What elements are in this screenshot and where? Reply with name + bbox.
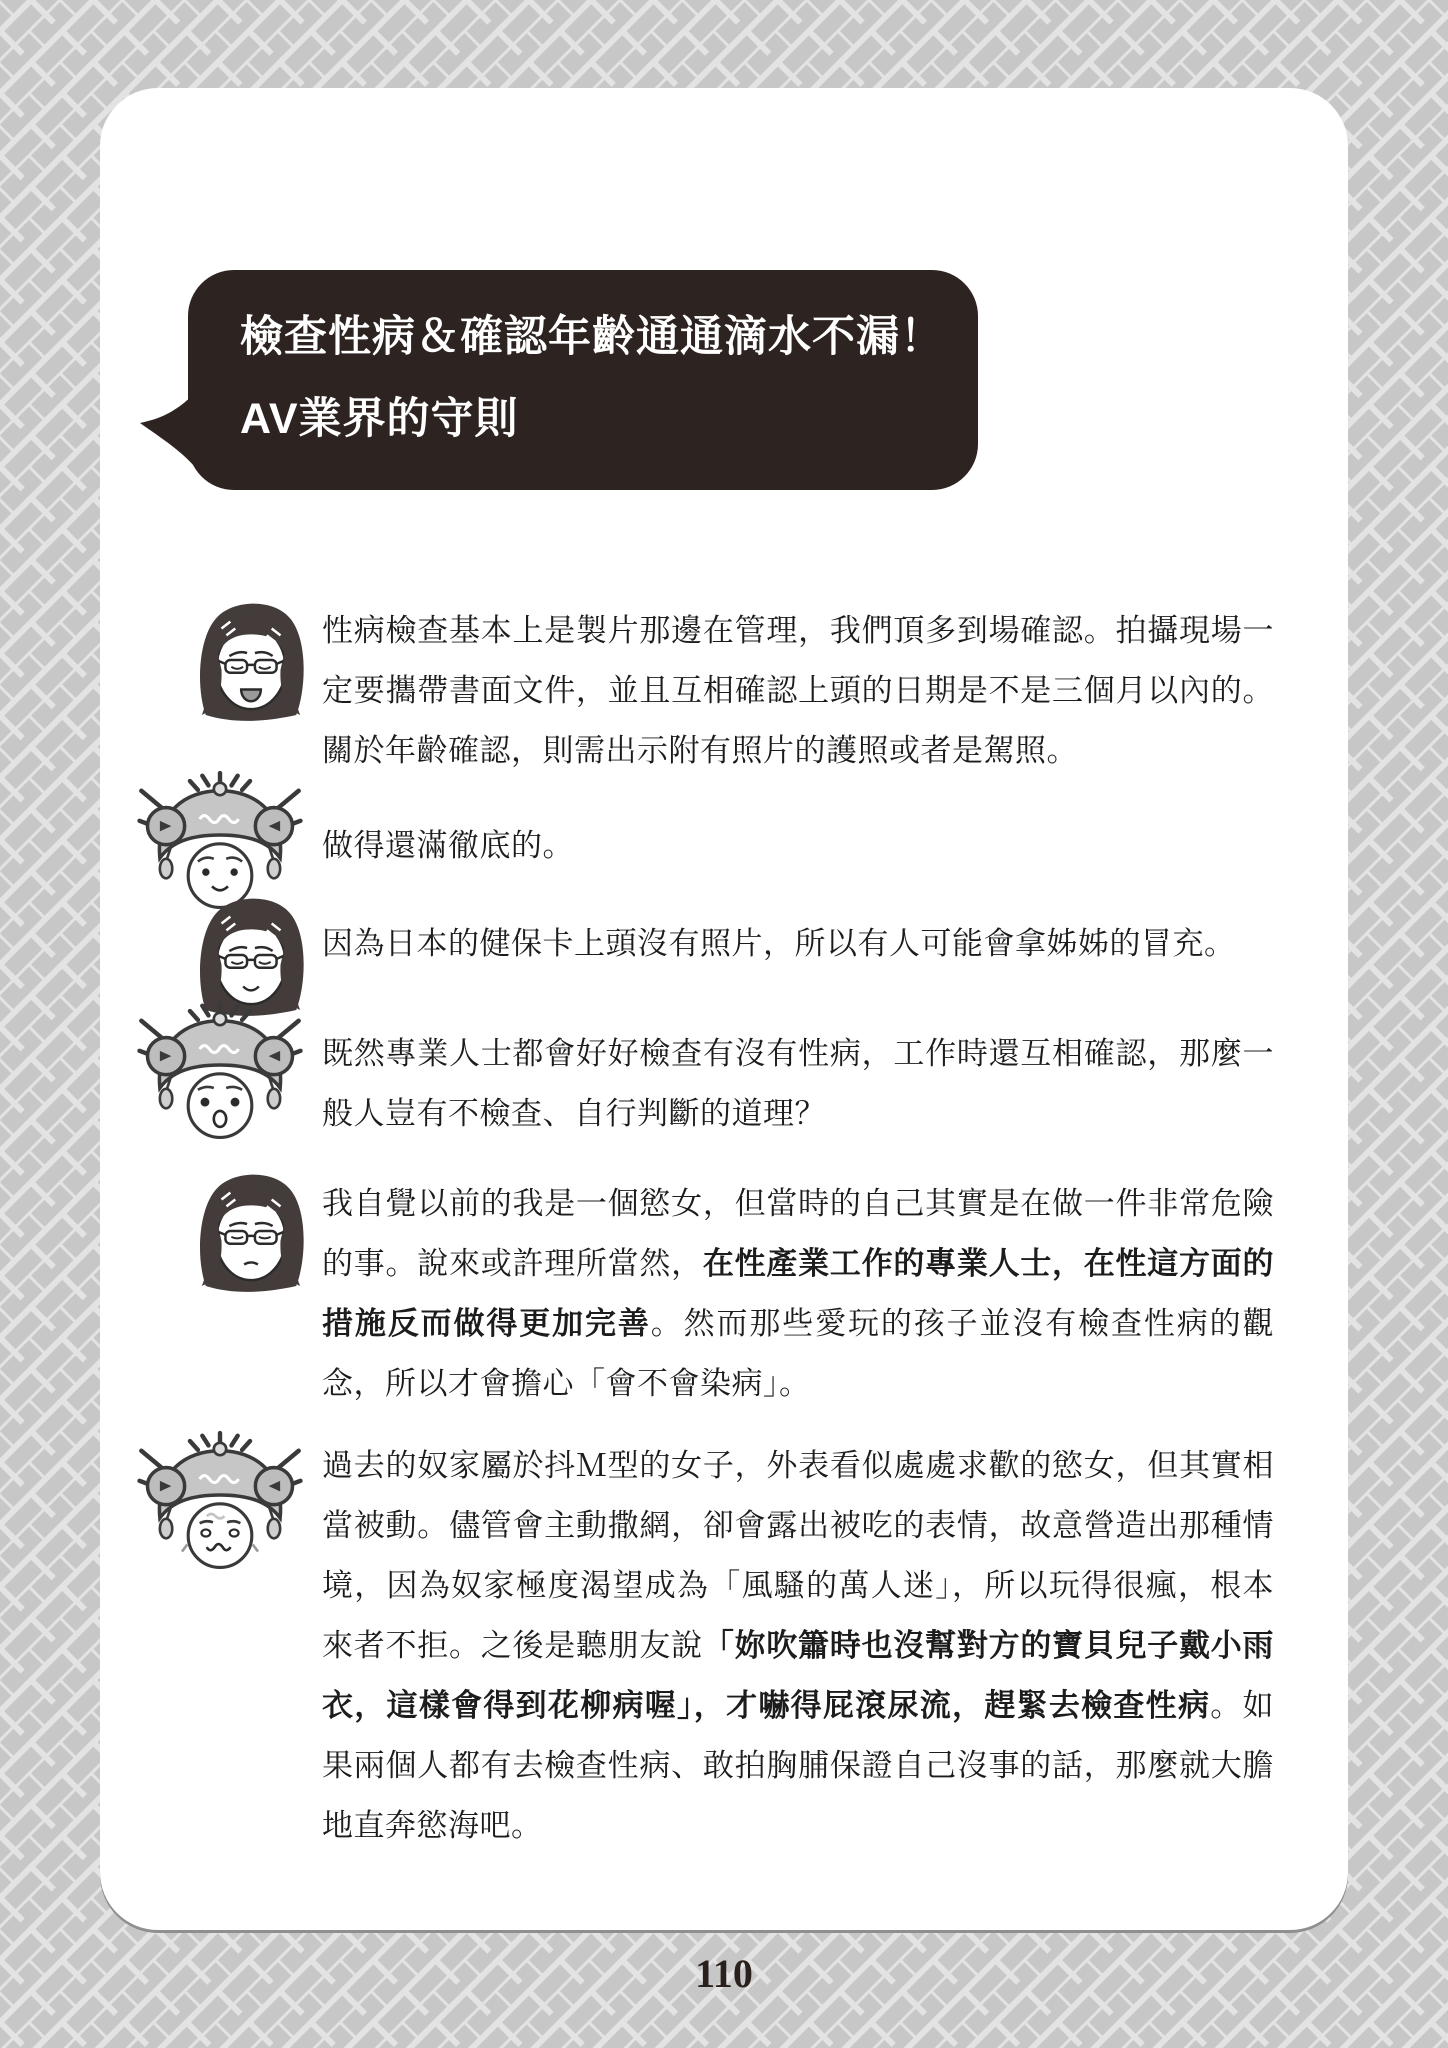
page-number: 110 bbox=[695, 1951, 753, 1996]
avatar-woman-glasses-icon bbox=[192, 888, 310, 1018]
title-line-2: AV業界的守則 bbox=[240, 395, 519, 443]
dialogue-text: 我自覺以前的我是一個慾女，但當時的自己其實是在做一件非常危險的事。說來或許理所當然，在性產業工作的專業人士，在性這方面的措施反而做得更加完善。然而那些愛玩的孩子並沒有檢查性病的觀念，所以才會擔心「會不會染病」。 bbox=[322, 1186, 1275, 1401]
dialogue-text: 性病檢查基本上是製片那邊在管理，我們頂多到場確認。拍攝現場一定要攜帶書面文件，並且互相確認上頭的日期是不是三個月以內的。關於年齡確認，則需出示附有照片的護照或者是駕照。 bbox=[322, 613, 1274, 768]
title-line-1: 檢查性病＆確認年齡通通滴水不漏！ bbox=[240, 313, 944, 361]
title-bubble bbox=[188, 270, 978, 490]
content-card bbox=[100, 88, 1348, 1930]
dialogue-text: 做得還滿徹底的。 bbox=[322, 828, 574, 863]
avatar-woman-glasses-icon bbox=[192, 593, 310, 723]
dialogue-text: 過去的奴家屬於抖Ｍ型的女子，外表看似處處求歡的慾女，但其實相當被動。儘管會主動撒網，卻會露出被吃的表情，故意營造出那種情境，因為奴家極度渴望成為「風騷的萬人迷」，所以玩得很瘋，根本來者不拒。之後是聽朋友說「妳吹簫時也沒幫對方的寶貝兒子戴小雨衣，這樣會得到花柳病喔」，才嚇得屁滾尿流，趕緊去檢查性病。如果兩個人都有去檢查性病、敢拍胸脯保證自己沒事的話，那麼就大膽地直奔慾海吧。 bbox=[322, 1448, 1275, 1843]
dialogue-text: 既然專業人士都會好好檢查有沒有性病，工作時還互相確認，那麼一般人豈有不檢查、自行判斷的道理？ bbox=[322, 1036, 1274, 1131]
avatar-oiran-icon bbox=[136, 1430, 304, 1590]
dialogue-text: 因為日本的健保卡上頭沒有照片，所以有人可能會拿姊姊的冒充。 bbox=[322, 926, 1236, 961]
avatar-oiran-icon bbox=[136, 1000, 304, 1160]
avatar-woman-glasses-icon bbox=[192, 1164, 310, 1294]
